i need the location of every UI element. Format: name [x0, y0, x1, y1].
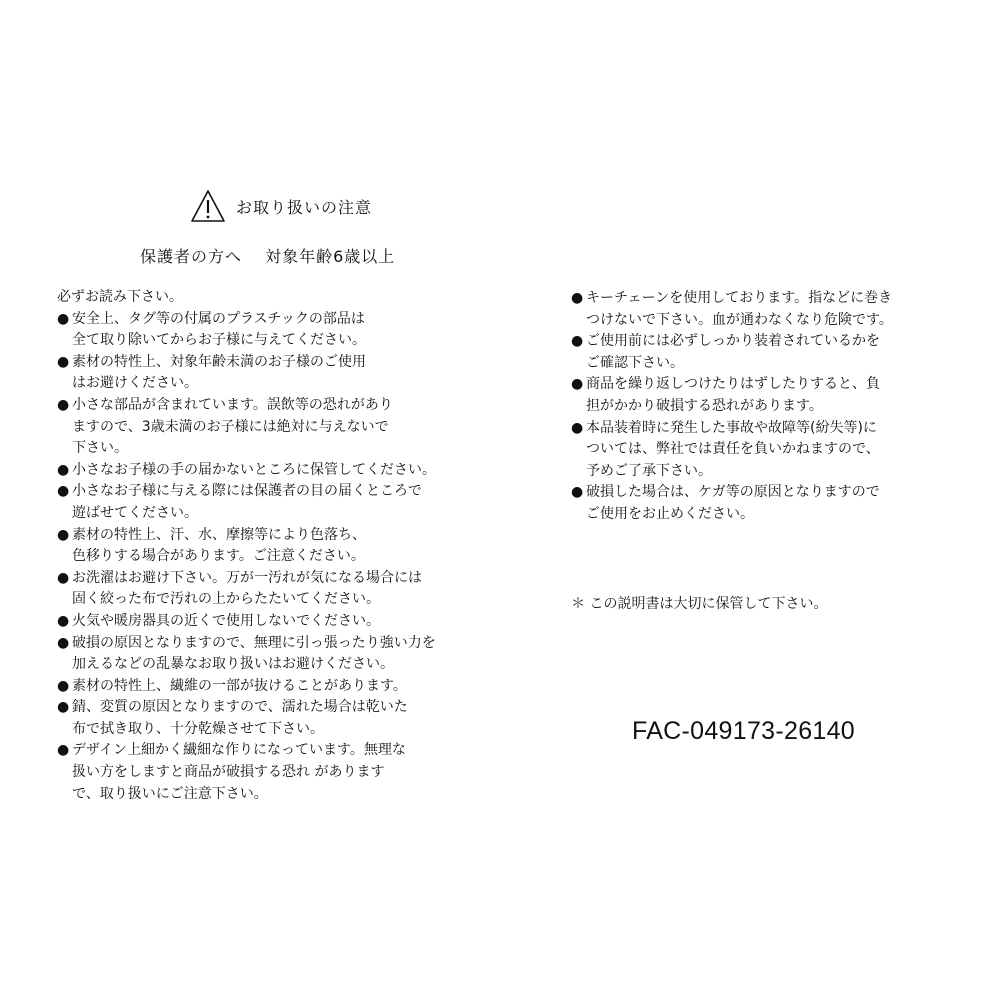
storage-note: ＊ この説明書は大切に保管して下さい。 [571, 596, 828, 612]
left-item-line [57, 611, 487, 633]
left-item-text: 素材の特性上、対象年齢未満のお子様のご使用 [72, 353, 366, 370]
left-item-line [57, 417, 487, 439]
left-item-line [57, 589, 487, 611]
right-item-text: ご確認下さい。 [586, 354, 684, 371]
intro-text: 必ずお読み下さい。 [57, 289, 183, 305]
left-item [57, 481, 487, 524]
left-item-line [57, 676, 487, 698]
left-item [57, 697, 487, 740]
left-item-line [57, 438, 487, 460]
left-item-text: 遊ばせてください。 [72, 504, 198, 521]
bullet-icon: ● [57, 569, 70, 586]
right-item [571, 418, 961, 483]
left-item-line [57, 762, 487, 784]
bullet-icon: ● [571, 484, 584, 501]
right-item-text: ご使用前には必ずしっかり装着されているかを [586, 333, 880, 350]
left-item [57, 740, 487, 805]
bullet-icon: ● [571, 290, 584, 306]
bullet-icon: ● [57, 677, 70, 694]
left-item-line [57, 460, 487, 482]
left-item-line [57, 654, 487, 676]
bullet-icon: ● [57, 526, 70, 543]
left-item-text: 破損の原因となりますので、無理に引っ張ったり強い力を [72, 634, 436, 651]
left-item [57, 568, 487, 611]
left-item-line [57, 330, 487, 352]
right-item-line [571, 396, 961, 418]
left-item-text: で、取り扱いにご注意下さい。 [72, 785, 268, 802]
left-item-text: 固く絞った布で汚れの上からたたいてください。 [72, 591, 380, 608]
right-item-line [571, 374, 961, 396]
left-item-text: はお避けください。 [72, 375, 198, 392]
right-column [571, 288, 961, 526]
left-item-text: 扱い方をしますと商品が破損する恐れ があります [72, 764, 385, 781]
right-item-text: 担がかかり破損する恐れがあります。 [586, 397, 823, 414]
left-item-line [57, 740, 487, 762]
bullet-icon: ● [57, 699, 70, 716]
left-item-line [57, 633, 487, 655]
left-item-text: 素材の特性上、繊維の一部が抜けることがあります。 [72, 677, 407, 694]
right-item-text: キーチェーンを使用しております。指などに巻き [586, 290, 893, 306]
left-item-text: お洗濯はお避け下さい。万が一汚れが気になる場合には [72, 569, 422, 586]
right-item [571, 374, 961, 417]
right-item-line [571, 288, 961, 310]
left-item-text: 全て取り除いてからお子様に与えてください。 [72, 332, 366, 349]
left-item-text: 火気や暖房器具の近くで使用しないでください。 [72, 612, 380, 629]
left-item-text: 布で拭き取り、十分乾燥させて下さい。 [72, 720, 324, 737]
bullet-icon: ● [57, 396, 70, 413]
left-item [57, 460, 487, 482]
left-item-text: 小さな部品が含まれています。誤飲等の恐れがあり [72, 396, 393, 413]
title-row [190, 188, 372, 224]
left-item-line [57, 719, 487, 741]
right-item-line [571, 439, 961, 461]
left-item-text: 小さなお子様の手の届かないところに保管してください。 [72, 461, 436, 478]
left-item-text: 安全上、タグ等の付属のプラスチックの部品は [72, 310, 365, 327]
right-item-line [571, 418, 961, 440]
left-item [57, 352, 487, 395]
right-item-line [571, 310, 961, 332]
left-item-line [57, 546, 487, 568]
bullet-icon: ● [57, 353, 70, 370]
warning-triangle-icon [190, 189, 226, 223]
right-item-text: 破損した場合は、ケガ等の原因となりますので [586, 484, 880, 501]
left-column [57, 287, 487, 805]
right-item-line [571, 461, 961, 483]
left-item-line [57, 784, 487, 806]
right-item-text: つけないで下さい。血が通わなくなり危険です。 [586, 311, 893, 328]
left-item-text: ますので、3歳未満のお子様には絶対に与えないで [72, 418, 389, 435]
right-item [571, 331, 961, 374]
right-item-line [571, 504, 961, 526]
left-item-text: 錆、変質の原因となりますので、濡れた場合は乾いた [72, 699, 408, 716]
bullet-icon: ● [57, 612, 70, 629]
bullet-icon: ● [571, 333, 584, 350]
left-item-text: デザイン上細かく繊細な作りになっています。無理な [72, 742, 406, 759]
left-item [57, 525, 487, 568]
left-item [57, 395, 487, 460]
left-item-text: 素材の特性上、汗、水、摩擦等により色落ち、 [72, 526, 366, 543]
right-item [571, 482, 961, 525]
left-item-line [57, 395, 487, 417]
page-title: お取り扱いの注意 [236, 197, 373, 217]
right-item-text: ついては、弊社では責任を負いかねますので、 [586, 441, 880, 458]
bullet-icon: ● [57, 483, 70, 500]
product-code: FAC-049173-26140 [632, 717, 856, 745]
bullet-icon: ● [57, 742, 70, 759]
left-item-line [57, 309, 487, 331]
right-item-line [571, 331, 961, 353]
left-item-text: 色移りする場合があります。ご注意ください。 [72, 548, 365, 565]
right-item [571, 288, 961, 331]
left-item-line [57, 697, 487, 719]
left-item-text: 小さなお子様に与える際には保護者の目の届くところで [72, 483, 422, 500]
bullet-icon: ● [571, 419, 584, 436]
right-item-text: ご使用をお止めください。 [586, 505, 754, 522]
left-item [57, 611, 487, 633]
left-item-text: 加えるなどの乱暴なお取り扱いはお避けください。 [72, 656, 394, 673]
right-item-line [571, 353, 961, 375]
left-item-line [57, 373, 487, 395]
bullet-icon: ● [57, 461, 70, 478]
page-subtitle: 保護者の方へ 対象年齢6歳以上 [140, 247, 396, 266]
bullet-icon: ● [57, 310, 70, 327]
left-item-line [57, 525, 487, 547]
bullet-icon: ● [57, 634, 70, 651]
left-item-line [57, 568, 487, 590]
left-item-line [57, 481, 487, 503]
right-item-text: 予めご了承下さい。 [586, 462, 712, 479]
right-item-text: 商品を繰り返しつけたりはずしたりすると、負 [586, 376, 880, 393]
left-item [57, 633, 487, 676]
left-item-text: 下さい。 [72, 440, 128, 457]
left-item [57, 676, 487, 698]
left-item [57, 309, 487, 352]
left-item-line [57, 352, 487, 374]
left-item-line [57, 503, 487, 525]
right-item-text: 本品装着時に発生した事故や故障等(紛失等)に [586, 419, 877, 436]
bullet-icon: ● [571, 376, 584, 393]
right-item-line [571, 482, 961, 504]
